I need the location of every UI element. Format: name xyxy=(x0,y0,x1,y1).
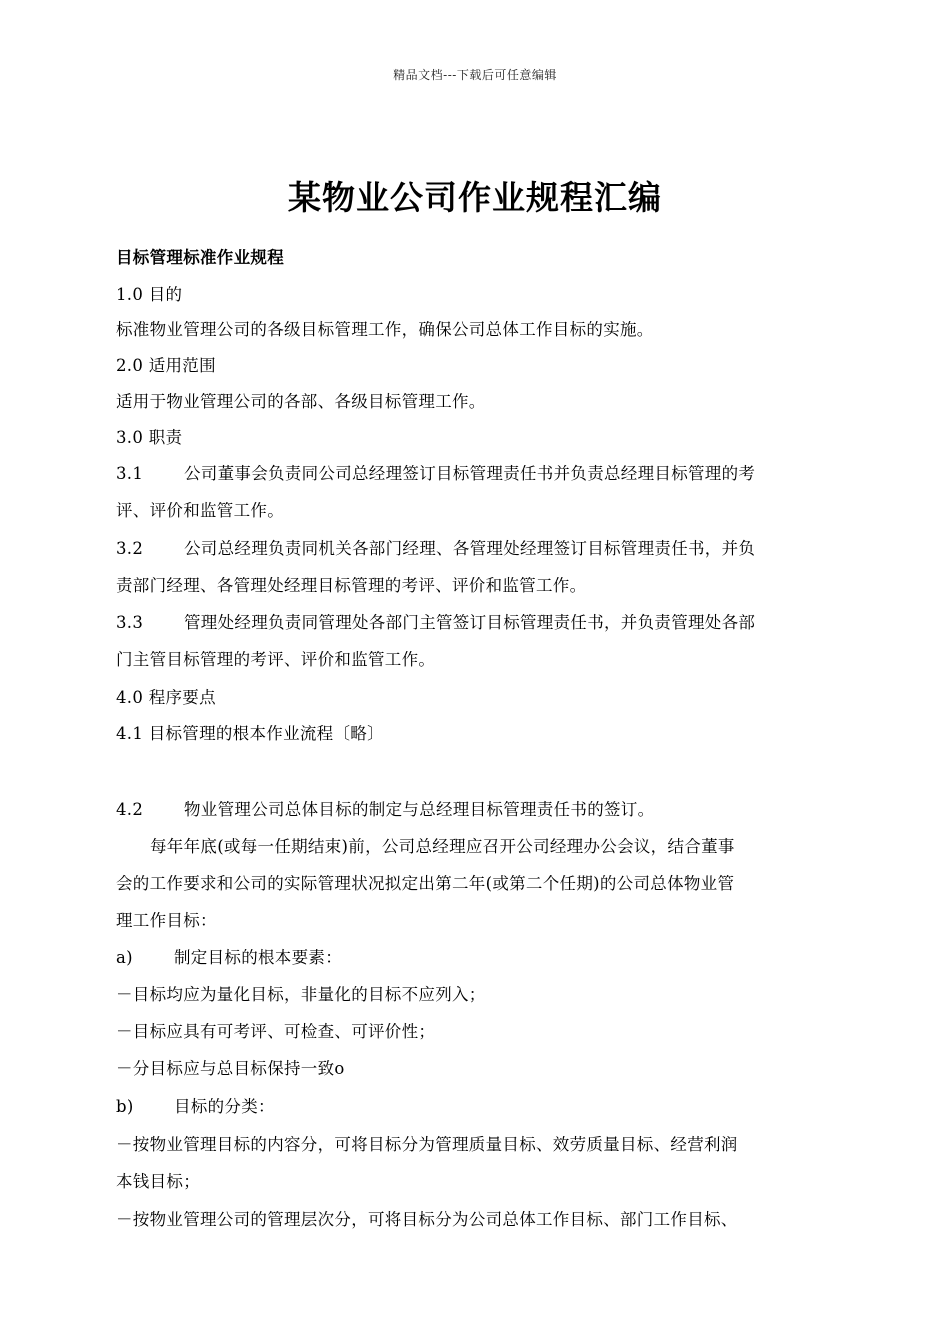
clause-text: 公司董事会负责同公司总经理签订目标管理责任书并负责总经理目标管理的考 xyxy=(184,464,756,483)
list-text: 目标的分类： xyxy=(174,1097,275,1116)
clause-3-3 xyxy=(116,611,838,635)
heading-3 xyxy=(116,426,838,450)
list-label: a) xyxy=(116,948,133,967)
heading-text: 目的 xyxy=(148,285,183,304)
paragraph-line: 理工作目标： xyxy=(116,911,217,930)
heading-text: 程序要点 xyxy=(148,688,216,707)
paragraph: 适用于物业管理公司的各部、各级目标管理工作。 xyxy=(116,392,486,411)
bullet-line: －按物业管理公司的管理层次分，可将目标分为公司总体工作目标、部门工作目标、 xyxy=(116,1210,738,1229)
section-title: 目标管理标准作业规程 xyxy=(116,248,284,267)
clause-3-1-continued: 评、评价和监管工作。 xyxy=(116,501,284,520)
heading-text: 适用范围 xyxy=(148,356,216,375)
clause-text: 管理处经理负责同管理处各部门主管签订目标管理责任书，并负责管理处各部 xyxy=(184,613,756,632)
clause-number: 3.1 xyxy=(116,464,144,483)
heading-number: 4.0 xyxy=(116,688,144,707)
bullet-line: －目标均应为量化目标，非量化的目标不应列入； xyxy=(116,985,486,1004)
bullet-line: －分目标应与总目标保持一致o xyxy=(116,1059,345,1078)
clause-3-2-continued: 责部门经理、各管理处经理目标管理的考评、评价和监管工作。 xyxy=(116,576,587,595)
bullet-line-continued: 本钱目标； xyxy=(116,1172,200,1191)
clause-3-2 xyxy=(116,537,838,561)
list-label: b) xyxy=(116,1097,134,1116)
document-title: 某物业公司作业规程汇编 xyxy=(288,178,662,217)
clause-3-3-continued: 门主管目标管理的考评、评价和监管工作。 xyxy=(116,650,436,669)
clause-text: 目标管理的根本作业流程〔略〕 xyxy=(148,724,384,743)
heading-1 xyxy=(116,283,838,307)
list-item-b xyxy=(116,1095,838,1119)
paragraph: 标准物业管理公司的各级目标管理工作，确保公司总体工作目标的实施。 xyxy=(116,320,654,339)
clause-text: 物业管理公司总体目标的制定与总经理目标管理责任书的签订。 xyxy=(184,800,655,819)
clause-4-2 xyxy=(116,798,838,822)
clause-text: 公司总经理负责同机关各部门经理、各管理处经理签订目标管理责任书，并负 xyxy=(184,539,756,558)
heading-number: 3.0 xyxy=(116,428,144,447)
heading-number: 2.0 xyxy=(116,356,144,375)
paragraph-line: 会的工作要求和公司的实际管理状况拟定出第二年(或第二个任期)的公司总体物业管 xyxy=(116,874,735,893)
clause-number: 3.2 xyxy=(116,539,144,558)
page-header: 精品文档---下载后可任意编辑 xyxy=(393,68,557,82)
heading-2 xyxy=(116,354,838,378)
heading-4 xyxy=(116,686,838,710)
clause-number: 4.1 xyxy=(116,724,144,743)
bullet-line: －目标应具有可考评、可检查、可评价性； xyxy=(116,1022,436,1041)
clause-3-1 xyxy=(116,462,838,486)
clause-number: 4.2 xyxy=(116,800,144,819)
bullet-line: －按物业管理目标的内容分，可将目标分为管理质量目标、效劳质量目标、经营利润 xyxy=(116,1135,738,1154)
heading-text: 职责 xyxy=(148,428,183,447)
list-item-a xyxy=(116,946,838,970)
heading-number: 1.0 xyxy=(116,285,144,304)
clause-4-1 xyxy=(116,722,838,746)
clause-number: 3.3 xyxy=(116,613,144,632)
list-text: 制定目标的根本要素： xyxy=(174,948,342,967)
paragraph-line: 每年年底(或每一任期结束)前，公司总经理应召开公司经理办公会议，结合董事 xyxy=(150,837,735,856)
